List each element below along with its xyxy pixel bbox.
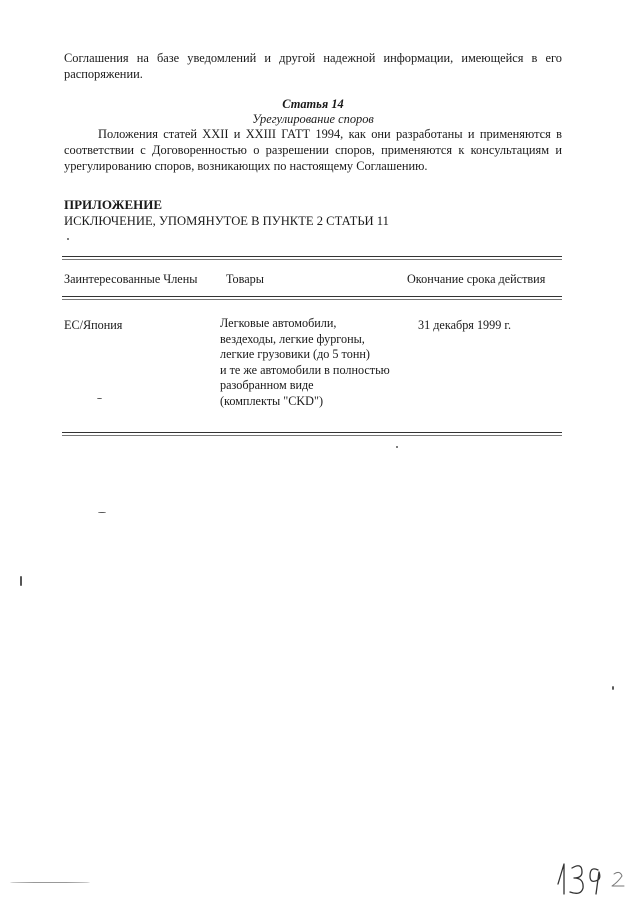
annex-subtitle: ИСКЛЮЧЕНИЕ, УПОМЯНУТОЕ В ПУНКТЕ 2 СТАТЬИ 11	[64, 214, 389, 228]
table-header-rule	[62, 296, 562, 300]
scan-speck	[612, 686, 614, 690]
goods-line: и те же автомобили в полностью	[220, 362, 390, 377]
goods-line: легкие грузовики (до 5 тонн)	[220, 347, 370, 362]
header-goods: Товары	[226, 272, 264, 286]
article-title: Статья 14	[282, 97, 344, 111]
goods-line: разобранном виде	[220, 378, 314, 393]
scan-speck	[10, 882, 90, 883]
scan-speck	[97, 398, 102, 399]
paragraph-continuation: Соглашения на базе уведомлений и другой надежной информации, имеющейся в его распоряжении.	[64, 51, 562, 81]
goods-line: вездеходы, легкие фургоны,	[220, 331, 365, 346]
handwritten-page-number	[552, 858, 632, 898]
cell-expiry: 31 декабря 1999 г.	[418, 318, 512, 332]
goods-line: (комплекты "CKD")	[220, 393, 324, 408]
annex-title: ПРИЛОЖЕНИЕ	[64, 197, 163, 212]
article-paragraph: Положения статей XXII и XXIII ГАТТ 1994, как они разработаны и применяются в соответствии с Договоренностью о разрешении споров, применяются к консультациям и урегулированию споров, возникающих по настоящему Соглашению.	[64, 127, 562, 173]
article-subtitle: Урегулирование споров	[252, 112, 374, 126]
table-bottom-rule	[62, 432, 562, 436]
header-expiry: Окончание срока действия	[407, 272, 546, 286]
scan-speck	[67, 238, 69, 240]
header-members: Заинтересованные Члены	[64, 272, 198, 286]
cell-members: ЕС/Япония	[64, 318, 123, 332]
table-top-rule	[62, 256, 562, 260]
scan-speck	[396, 446, 398, 448]
scan-speck	[98, 512, 106, 513]
goods-line: Легковые автомобили,	[220, 316, 337, 330]
scan-speck	[20, 576, 22, 586]
cell-goods	[220, 316, 410, 410]
